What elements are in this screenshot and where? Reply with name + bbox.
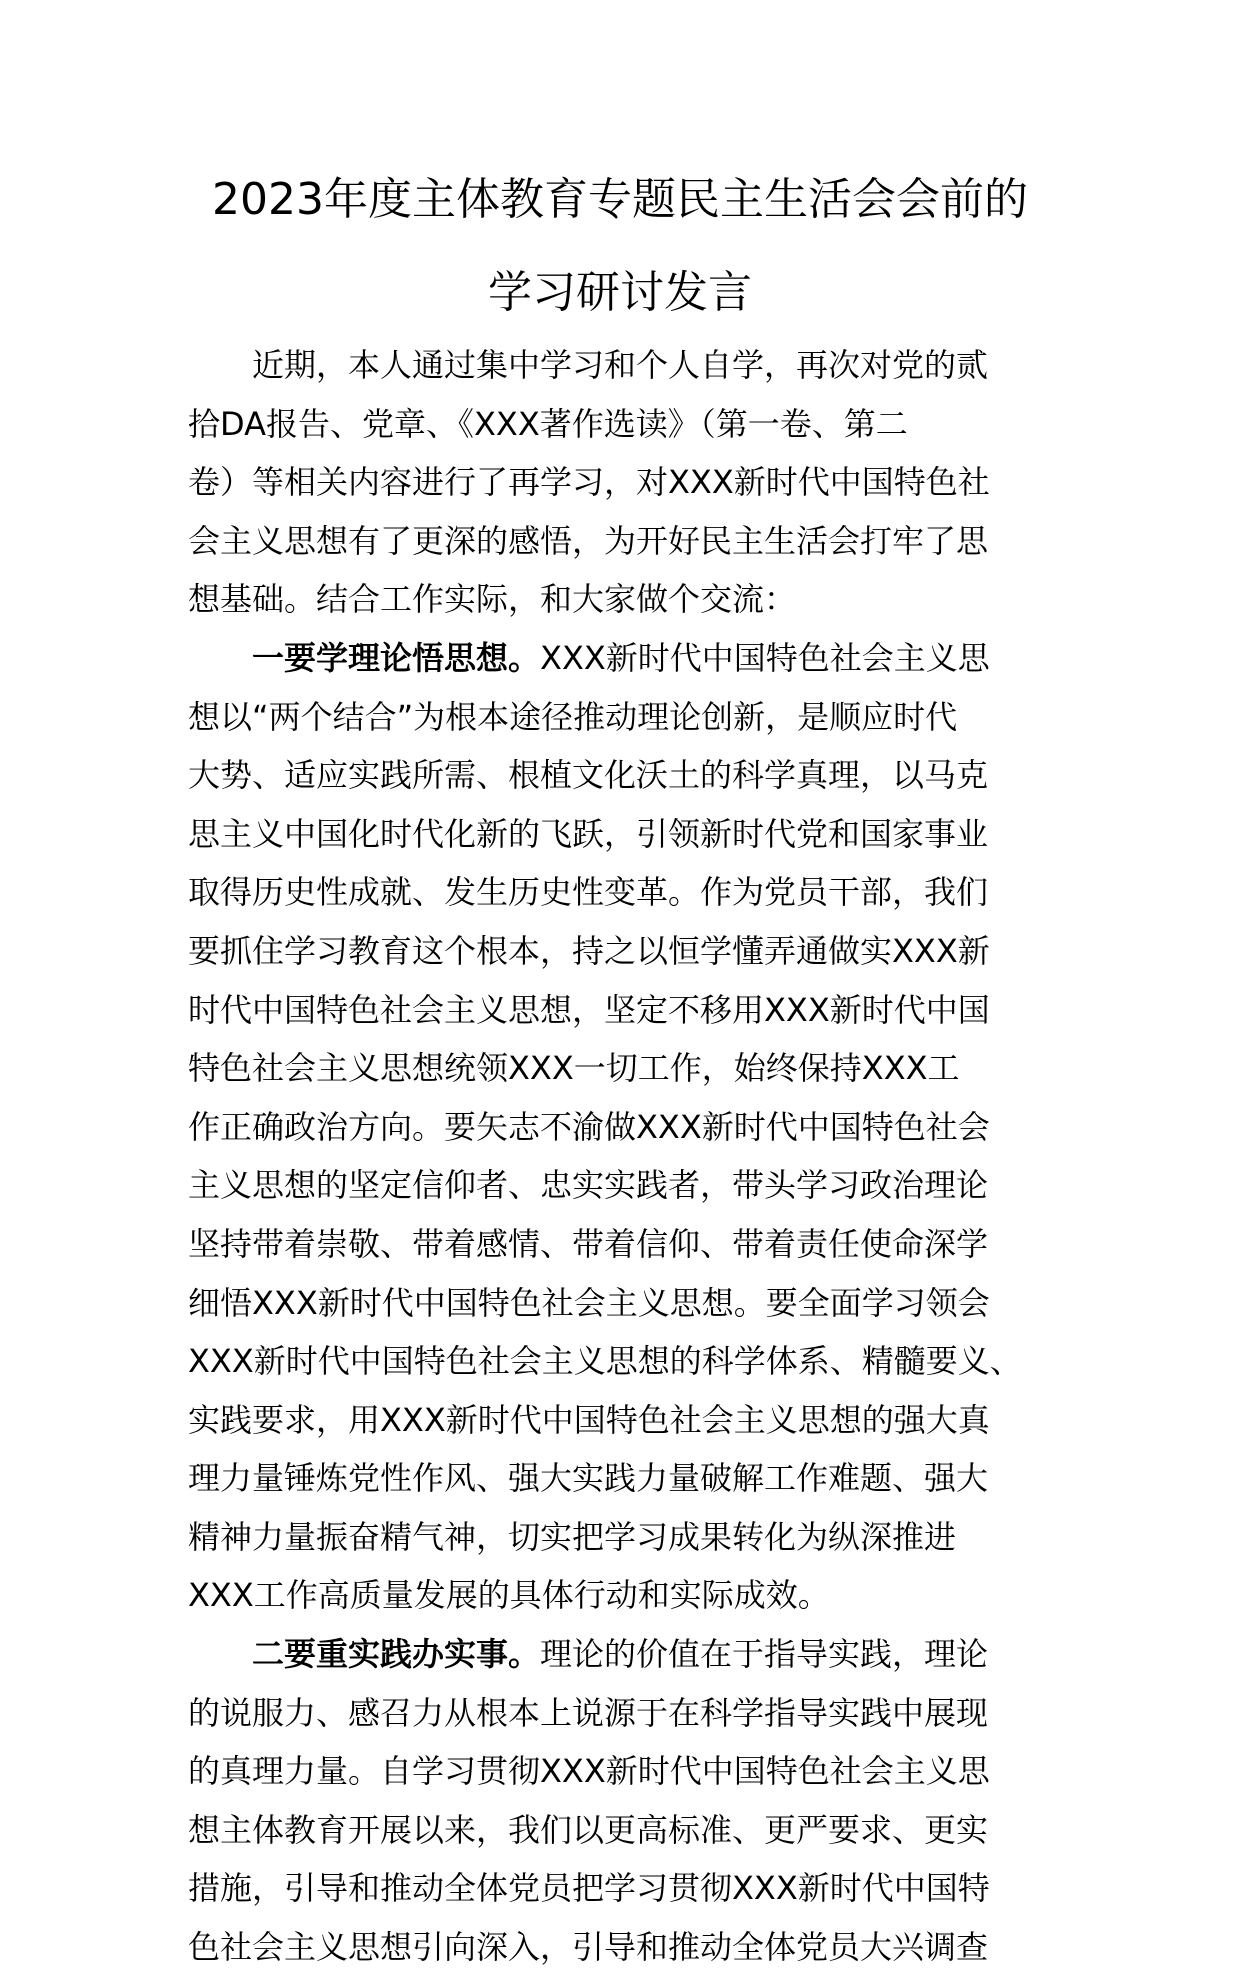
paragraph-intro [188, 336, 1058, 629]
text-line: 实践要求，用XXX新时代中国特色社会主义思想的强大真 [188, 1400, 990, 1439]
text-line: 坚持带着崇敬、带着感情、带着信仰、带着责任使命深学 [188, 1224, 989, 1263]
text-line: 主义思想的坚定信仰者、忠实实践者，带头学习政治理论 [188, 1166, 989, 1205]
text-run: 理论的价值在于指导实践，理论 [540, 1635, 989, 1674]
text-line: 的真理力量。自学习贯彻XXX新时代中国特色社会主义思 [188, 1752, 990, 1791]
paragraph-lead-heading: 二要重实践办实事。 [252, 1635, 541, 1674]
text-line [188, 629, 1058, 688]
text-line: 思主义中国化时代化新的飞跃，引领新时代党和国家事业 [188, 814, 989, 853]
text-run: XXX新时代中国特色社会主义思 [540, 638, 990, 677]
document-title-line-1: 2023年度主体教育专题民主生活会会前的 [212, 174, 1028, 225]
text-line: 时代中国特色社会主义思想，坚定不移用XXX新时代中国 [188, 990, 990, 1029]
text-line: 想以“两个结合”为根本途径推动理论创新，是顺应时代 [188, 697, 958, 736]
text-line: 想基础。结合工作实际，和大家做个交流： [188, 580, 797, 619]
document-title-line-2: 学习研讨发言 [488, 267, 752, 318]
document-body [188, 336, 1058, 1977]
text-line: XXX新时代中国特色社会主义思想的科学体系、精髓要义、 [188, 1342, 1022, 1381]
text-line: 取得历史性成就、发生历史性变革。作为党员干部，我们 [188, 873, 989, 912]
text-line: 卷）等相关内容进行了再学习，对XXX新时代中国特色社 [188, 463, 990, 502]
paragraph-study-theory [188, 629, 1058, 1625]
text-line: 色社会主义思想引向深入，引导和推动全体党员大兴调查 [188, 1928, 989, 1967]
text-line: 的说服力、感召力从根本上说源于在科学指导实践中展现 [188, 1693, 989, 1732]
text-line: 措施，引导和推动全体党员把学习贯彻XXX新时代中国特 [188, 1869, 990, 1908]
text-line: 近期，本人通过集中学习和个人自学，再次对党的贰 [252, 346, 989, 384]
text-line: 理力量锤炼党性作风、强大实践力量破解工作难题、强大 [188, 1459, 989, 1498]
text-line: 精神力量振奋精气神，切实把学习成果转化为纵深推进 [188, 1517, 957, 1556]
paragraph-lead-heading: 一要学理论悟思想。 [252, 638, 541, 677]
text-line: 想主体教育开展以来，我们以更高标准、更严要求、更实 [188, 1810, 989, 1849]
text-line: 要抓住学习教育这个根本，持之以恒学懂弄通做实XXX新 [188, 931, 990, 970]
text-line: 特色社会主义思想统领XXX一切工作，始终保持XXX工 [188, 1049, 960, 1088]
text-line: 作正确政治方向。要矢志不渝做XXX新时代中国特色社会 [188, 1107, 990, 1146]
text-line: 大势、适应实践所需、根植文化沃土的科学真理，以马克 [188, 756, 989, 795]
text-line: 拾DA报告、党章、《XXX著作选读》（第一卷、第二 [188, 404, 908, 443]
text-line [188, 1625, 1058, 1684]
text-line: 会主义思想有了更深的感悟，为开好民主生活会打牢了思 [188, 521, 989, 560]
text-line: 细悟XXX新时代中国特色社会主义思想。要全面学习领会 [188, 1283, 990, 1322]
text-line: XXX工作高质量发展的具体行动和实际成效。 [188, 1576, 830, 1615]
paragraph-practice [188, 1625, 1058, 1977]
